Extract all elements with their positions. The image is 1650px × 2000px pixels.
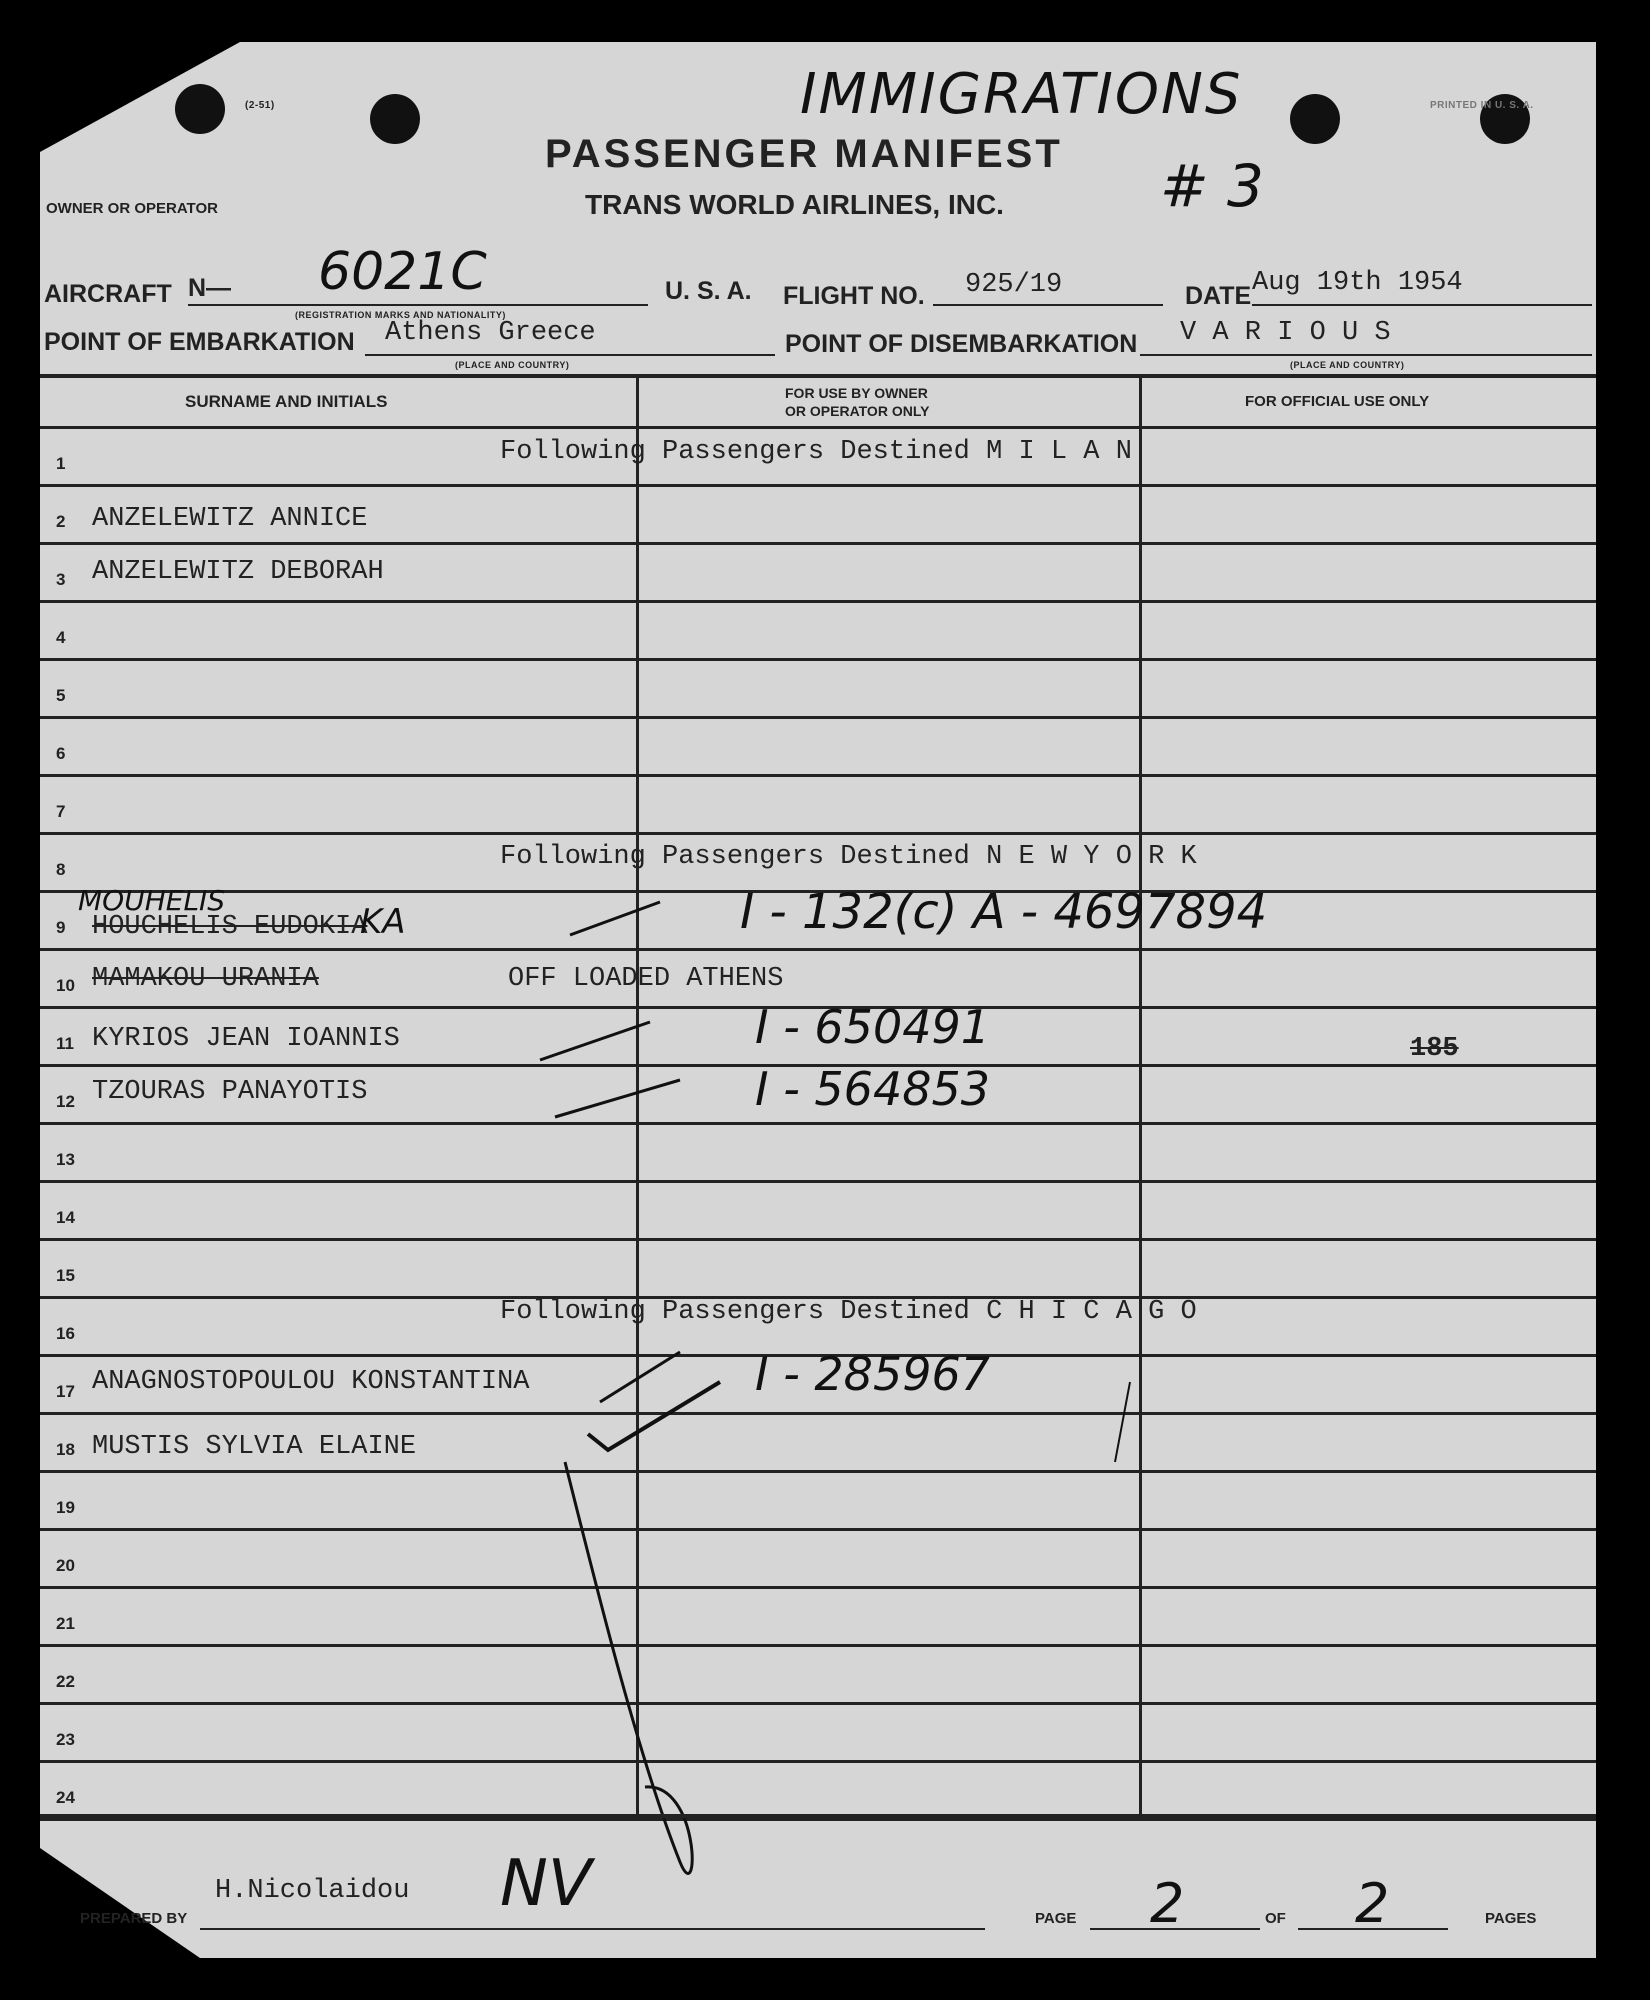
passenger-name: TZOURAS PANAYOTIS xyxy=(92,1077,368,1107)
group-new-york: Following Passengers Destined N E W Y O R K xyxy=(500,842,1197,872)
row-number: 15 xyxy=(56,1266,75,1285)
row-number: 12 xyxy=(56,1092,75,1111)
date-label: DATE xyxy=(1185,282,1252,310)
passenger-document: I - 564853 xyxy=(755,1062,991,1116)
row-number: 10 xyxy=(56,976,75,995)
checkmark-icon xyxy=(540,1022,650,1060)
handwritten-immigrations: IMMIGRATIONS xyxy=(800,62,1243,127)
form-code: (2-51) xyxy=(245,100,275,111)
prepared-by-label: PREPARED BY xyxy=(80,1910,188,1927)
passenger-document: I - 650491 xyxy=(755,1000,991,1054)
passenger-name: ANZELEWITZ DEBORAH xyxy=(92,557,384,587)
checkmark-icon xyxy=(555,1080,680,1117)
embarkation-label: POINT OF EMBARKATION xyxy=(44,328,355,356)
embark-caption: (PLACE AND COUNTRY) xyxy=(455,360,570,370)
row-number: 17 xyxy=(56,1382,75,1401)
passenger-document: I - 285967 xyxy=(755,1347,991,1401)
flight-date: Aug 19th 1954 xyxy=(1252,268,1463,298)
footer-rule xyxy=(40,1814,1596,1818)
row-number: 7 xyxy=(56,802,66,821)
handwritten-correction: MOUHELIS xyxy=(78,884,226,917)
passenger-name: HOUCHELIS EUDOKIA xyxy=(92,912,368,942)
row-number: 4 xyxy=(56,628,66,647)
page-title: PASSENGER MANIFEST xyxy=(545,132,1063,176)
page-number: 2 xyxy=(1150,1872,1185,1935)
row-number: 1 xyxy=(56,454,66,473)
row-number: 14 xyxy=(56,1208,75,1227)
checkmark-icon xyxy=(600,1352,680,1402)
row-number: 24 xyxy=(56,1788,75,1807)
row-number: 5 xyxy=(56,686,66,705)
row-number: 20 xyxy=(56,1556,75,1575)
registration-caption: (REGISTRATION MARKS AND NATIONALITY) xyxy=(295,310,506,320)
official-number: 185 xyxy=(1410,1034,1459,1064)
column-header-surname: SURNAME AND INITIALS xyxy=(185,392,388,411)
aircraft-registration: 6021C xyxy=(318,242,487,302)
row-number: 21 xyxy=(56,1614,75,1633)
group-chicago: Following Passengers Destined C H I C A G O xyxy=(500,1297,1197,1327)
column-header-owner-1: FOR USE BY OWNER xyxy=(785,385,928,401)
disembarkation-place: V A R I O U S xyxy=(1180,318,1391,348)
signature-initials: NV xyxy=(500,1847,592,1921)
row-number: 3 xyxy=(56,570,66,589)
row-number: 9 xyxy=(56,918,66,937)
row-number: 8 xyxy=(56,860,66,879)
owner-label: OWNER OR OPERATOR xyxy=(46,200,218,217)
of-label: OF xyxy=(1265,1910,1286,1927)
flight-number: 925/19 xyxy=(965,270,1063,300)
offload-note: OFF LOADED ATHENS xyxy=(508,964,784,994)
row-number: 2 xyxy=(56,512,66,531)
aircraft-label: AIRCRAFT xyxy=(44,280,172,308)
row-number: 16 xyxy=(56,1324,75,1343)
handwritten-marks xyxy=(40,42,1596,1958)
row-number: 11 xyxy=(56,1034,74,1053)
page-total: 2 xyxy=(1355,1872,1390,1935)
row-number: 13 xyxy=(56,1150,75,1169)
embarkation-place: Athens Greece xyxy=(385,318,596,348)
checkmark-icon xyxy=(588,1382,720,1450)
disembark-caption: (PLACE AND COUNTRY) xyxy=(1290,360,1405,370)
passenger-name: ANZELEWITZ ANNICE xyxy=(92,504,368,534)
row-number: 18 xyxy=(56,1440,75,1459)
manifest-sheet xyxy=(40,42,1596,1958)
page-label: PAGE xyxy=(1035,1910,1077,1927)
column-header-owner-2: OR OPERATOR ONLY xyxy=(785,403,930,419)
column-header-official: FOR OFFICIAL USE ONLY xyxy=(1245,393,1430,410)
company-name: TRANS WORLD AIRLINES, INC. xyxy=(585,189,1004,220)
aircraft-prefix: N— xyxy=(188,274,232,302)
row-number: 6 xyxy=(56,744,66,763)
prepared-by-name: H.Nicolaidou xyxy=(215,1876,410,1906)
passenger-document: I - 132(c) A - 4697894 xyxy=(740,884,1268,940)
handwritten-correction: KA xyxy=(360,902,406,942)
handwritten-number: # 3 xyxy=(1160,152,1264,220)
disembarkation-label: POINT OF DISEMBARKATION xyxy=(785,330,1138,358)
pages-label: PAGES xyxy=(1485,1910,1537,1927)
printed-in: PRINTED IN U. S. A. xyxy=(1430,100,1534,111)
group-milan: Following Passengers Destined M I L A N xyxy=(500,437,1132,467)
row-number: 23 xyxy=(56,1730,75,1749)
row-number: 22 xyxy=(56,1672,75,1691)
passenger-name: ANAGNOSTOPOULOU KONSTANTINA xyxy=(92,1367,530,1397)
passenger-name: MUSTIS SYLVIA ELAINE xyxy=(92,1432,417,1462)
struck-passenger-name: MAMAKOU URANIA xyxy=(92,964,319,994)
row-number: 19 xyxy=(56,1498,75,1517)
usa-label: U. S. A. xyxy=(665,277,752,305)
long-stroke xyxy=(565,1462,692,1873)
checkmark-icon xyxy=(570,902,660,935)
passenger-name: KYRIOS JEAN IOANNIS xyxy=(92,1024,400,1054)
flight-no-label: FLIGHT NO. xyxy=(783,282,925,310)
